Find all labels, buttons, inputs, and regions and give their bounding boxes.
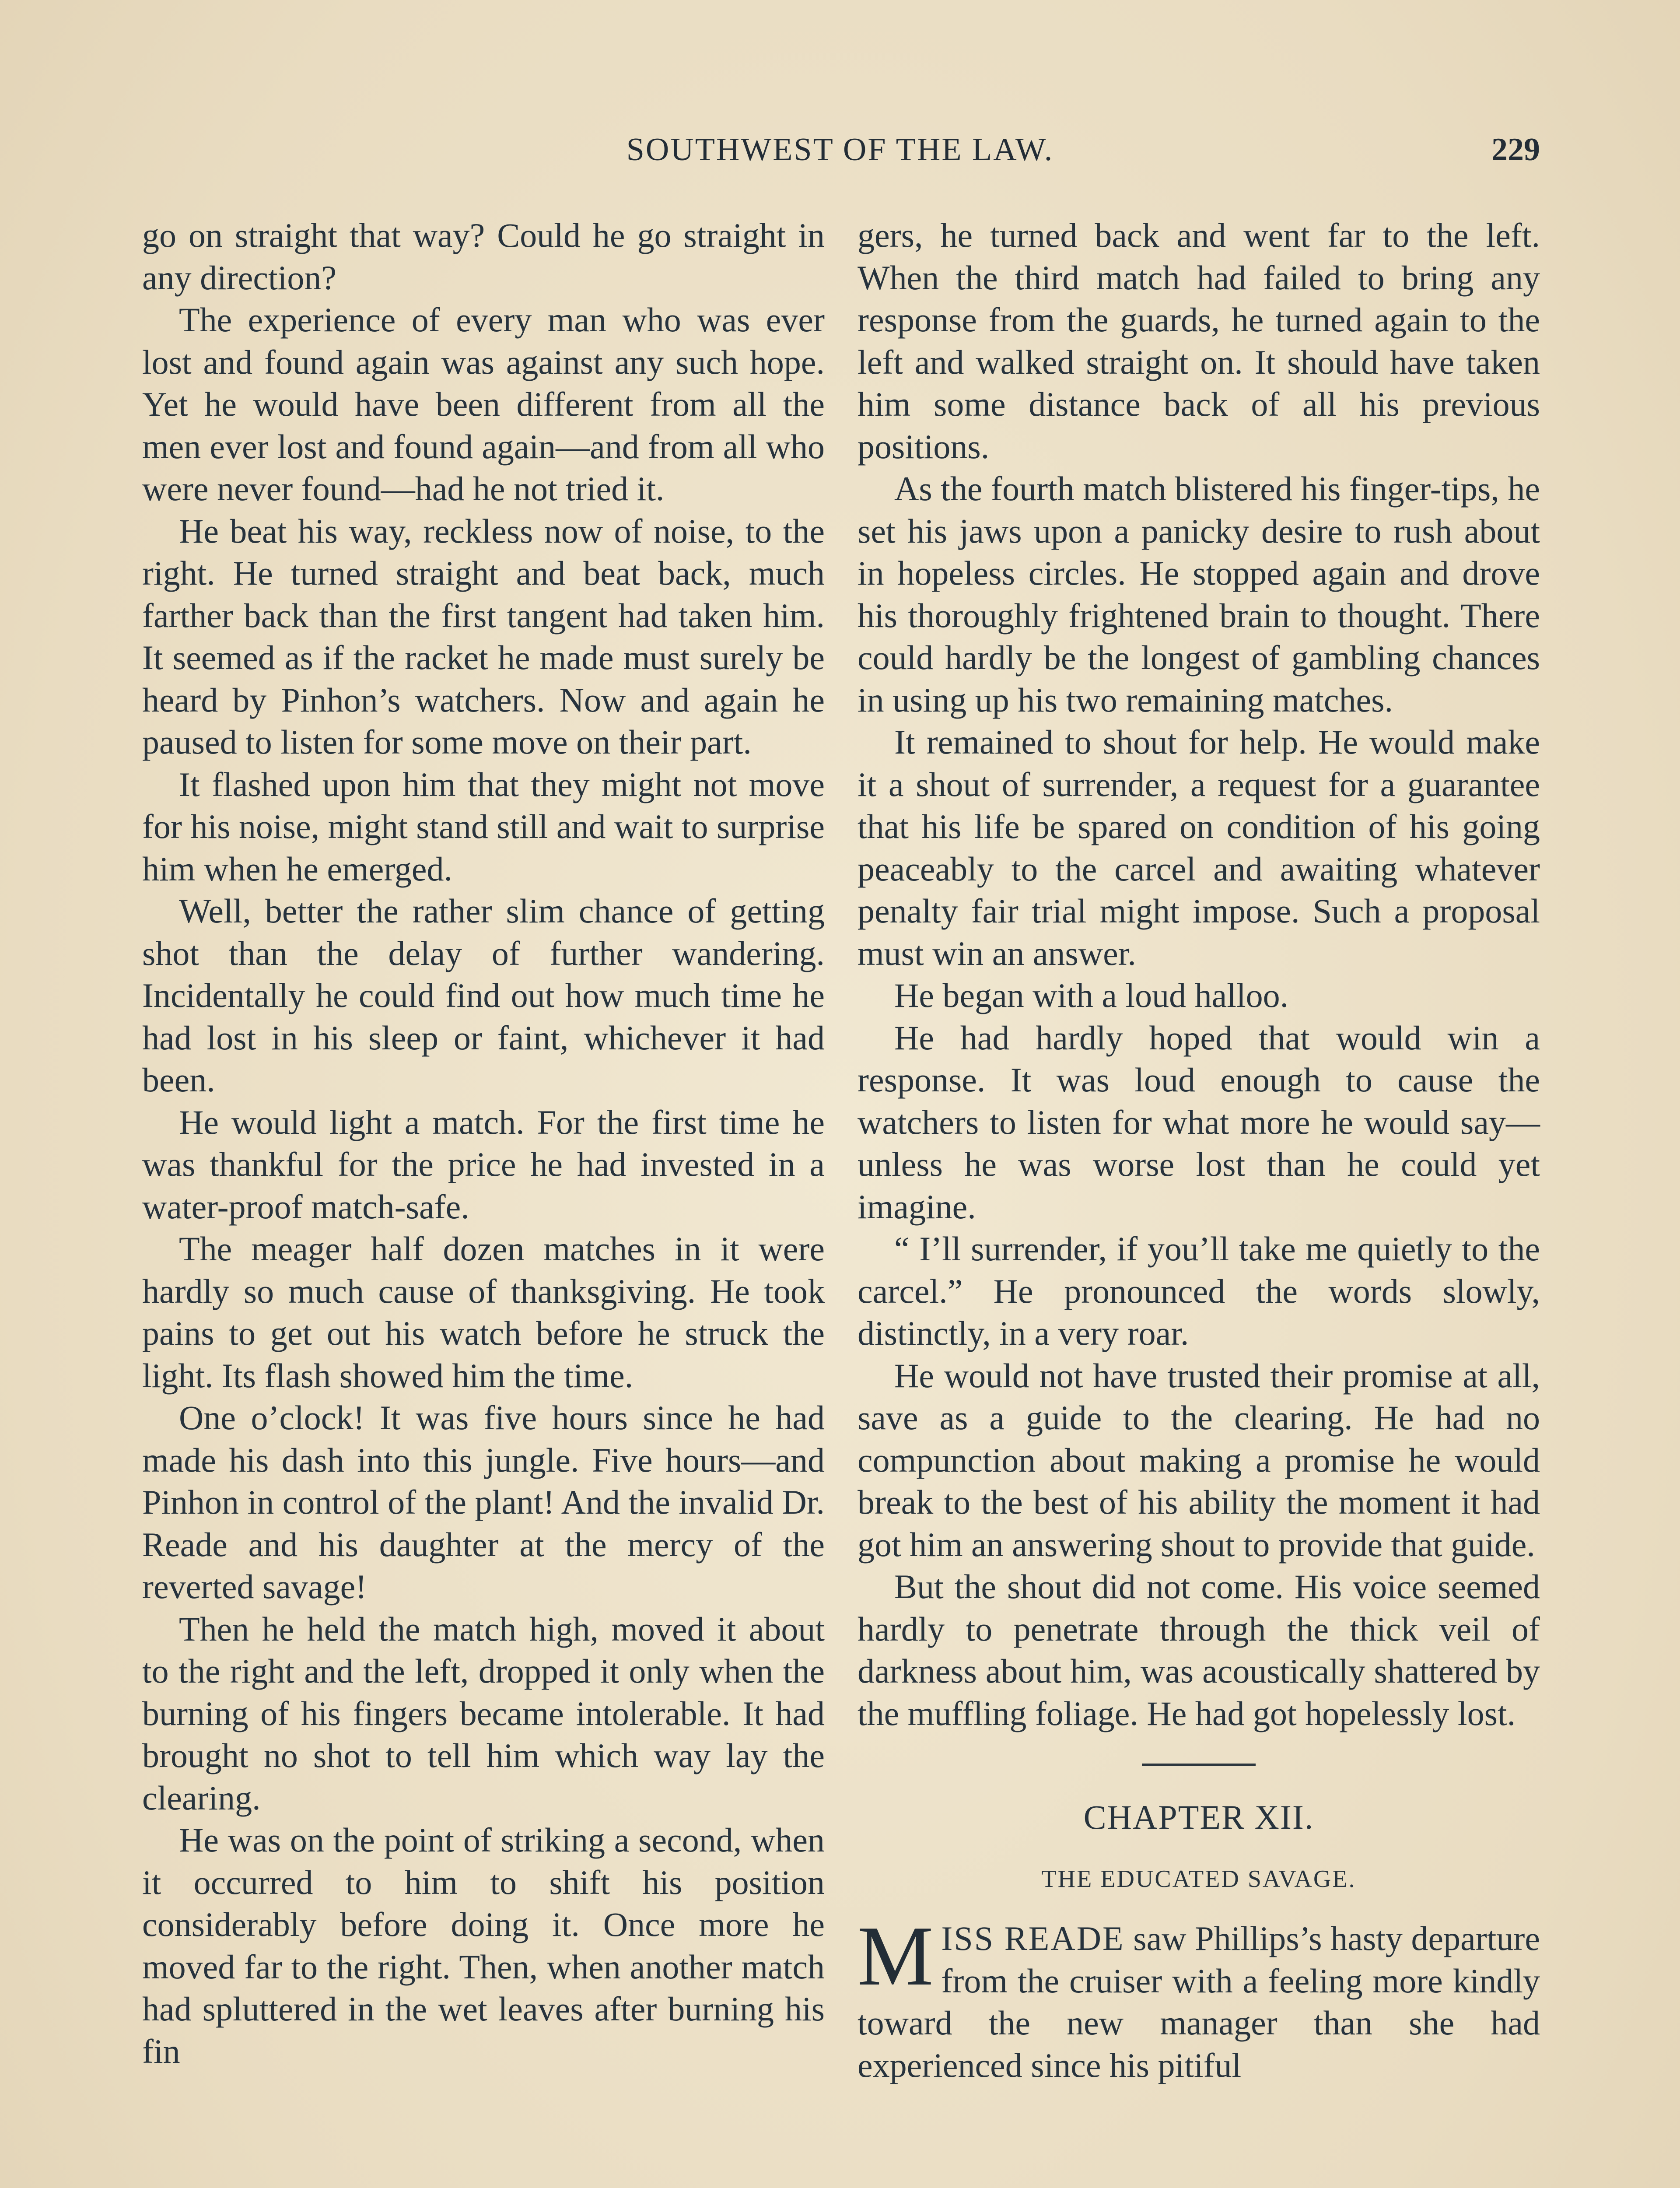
paragraph: It flashed upon him that they might not move for his noise, might stand still and wait to surprise him when he emerged. (142, 765, 825, 888)
paragraph: “ I’ll surrender, if you’ll take me quietly to the carcel.” He pronounced the words slowly, distinctly, in a very roar. (858, 1230, 1540, 1352)
paragraph: Then he held the match high, moved it about to the right and the left, dropped it only when the burning of his fingers became intolerable. It had brought no shot to tell him which way lay the clearing. (142, 1609, 825, 1817)
drop-cap: M (858, 1909, 934, 2003)
paragraph: The meager half dozen matches in it were hardly so much cause of thanksgiving. He took pains to get out his watch before he struck the light. Its flash showed him the time. (142, 1230, 825, 1395)
paragraph: He was on the point of striking a second, when it occurred to him to shift his position considerably before doing it. Once more he moved far to the right. Then, when another match had spluttered in the wet leaves after burning his fin (142, 1821, 825, 2070)
paragraph: He would light a match. For the first time he was thankful for the price he had invested in a water-proof match-safe. (142, 1103, 825, 1226)
chapter-opening-paragraph (858, 1909, 1540, 2086)
chapter-heading: CHAPTER XII. (1083, 1798, 1314, 1836)
lead-in-text: saw Phillips’s hasty departure from the cruiser with a feeling more kindly toward the new manager than she had experienced since his pitiful (858, 1919, 1540, 2084)
paragraph: Well, better the rather slim chance of getting shot than the delay of further wandering. Incidentally he could find out how much time he had lost in his sleep or faint, whichever it had been. (142, 892, 825, 1099)
section-divider (1142, 1764, 1256, 1766)
lead-in-caps: ISS READE (941, 1919, 1125, 1957)
paragraph: But the shout did not come. His voice seemed hardly to penetrate through the thick veil of darkness about him, was acoustically shattered by the muffling foliage. He had got hopelessly lost. (858, 1567, 1540, 1732)
paragraph: gers, he turned back and went far to the left. When the third match had failed to bring any response from the guards, he turned again to the left and walked straight on. It should have taken him some distance back of all his previous positions. (858, 216, 1540, 466)
paragraph: One o’clock! It was five hours since he had made his dash into this jungle. Five hours—and Pinhon in control of the plant! And the invalid Dr. Reade and his daughter at the mercy of the reverted savage! (142, 1399, 825, 1606)
paragraph: The experience of every man who was ever lost and found again was against any such hope. Yet he would have been different from all the men ever lost and found again—and from all who were never found—had he not tried it. (142, 301, 825, 508)
paragraph: He began with a loud halloo. (894, 976, 1289, 1014)
paragraph: He had hardly hoped that would win a response. It was loud enough to cause the watchers to listen for what more he would say—unless he was worse lost than he could yet imagine. (858, 1018, 1540, 1226)
chapter-subtitle: THE EDUCATED SAVAGE. (1041, 1865, 1356, 1893)
paragraph: go on straight that way? Could he go straight in any direction? (142, 216, 825, 297)
page-header (140, 131, 1540, 179)
paragraph: It remained to shout for help. He would make it a shout of surrender, a request for a guarantee that his life be spared on condition of his going peaceably to the carcel and awaiting whatever penalty fair trial might impose. Such a proposal must win an answer. (858, 723, 1540, 972)
paragraph: He would not have trusted their promise at all, save as a guide to the clearing. He had no compunction about making a promise he would break to the best of his ability the moment it had got him an answering shout to provide that guide. (858, 1356, 1540, 1564)
paragraph: He beat his way, reckless now of noise, to the right. He turned straight and beat back, much farther back than the first tangent had taken him. It seemed as if the racket he made must surely be heard by Pinhon’s watchers. Now and again he paused to listen for some move on their part. (142, 512, 825, 761)
paragraph: As the fourth match blistered his finger-tips, he set his jaws upon a panicky desire to rush about in hopeless circles. He stopped again and drove his thoroughly frightened brain to thought. There could hardly be the longest of gambling chances in using up his two remaining matches. (858, 470, 1540, 719)
page-number: 229 (1491, 132, 1540, 168)
left-column (142, 214, 825, 2072)
right-column (858, 214, 1540, 2086)
running-title: SOUTHWEST OF THE LAW. (626, 132, 1054, 168)
